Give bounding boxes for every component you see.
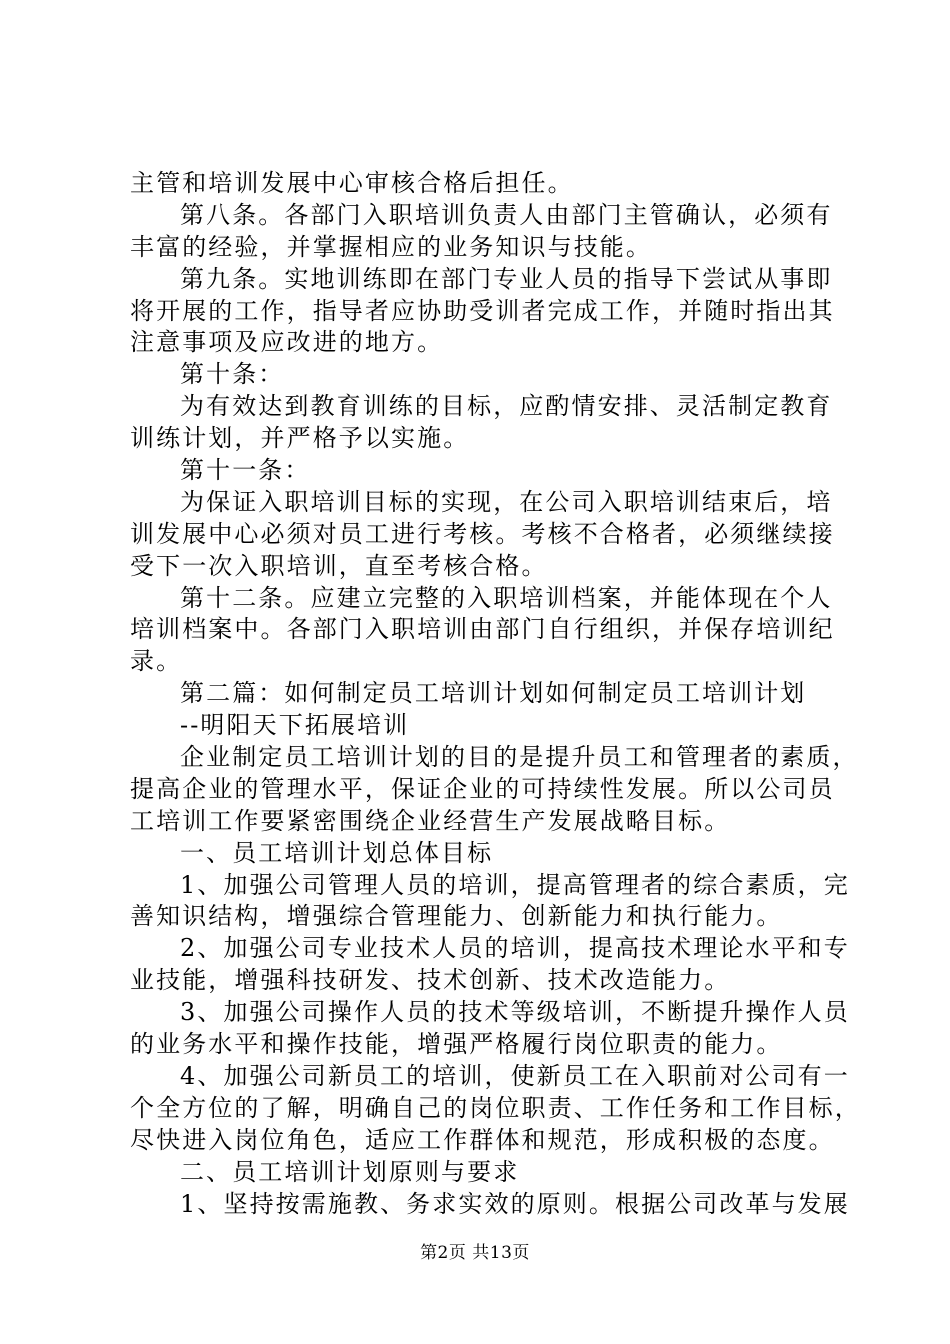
text-line: 2、加强公司专业技术人员的培训，提高技术理论水平和专	[180, 934, 850, 963]
text-line: 第十一条：	[180, 456, 311, 485]
text-line: 提高企业的管理水平，保证企业的可持续性发展。所以公司员	[130, 774, 835, 803]
text-line: 受下一次入职培训，直至考核合格。	[130, 551, 548, 580]
document-body	[130, 168, 861, 1220]
text-line: --明阳天下拓展培训	[180, 711, 410, 740]
text-line: 第二篇：如何制定员工培训计划如何制定员工培训计划	[180, 679, 807, 708]
text-line: 工培训工作要紧密围绕企业经营生产发展战略目标。	[130, 806, 731, 835]
text-line: 为有效达到教育训练的目标，应酌情安排、灵活制定教育	[180, 392, 833, 421]
text-line: 个全方位的了解，明确自己的岗位职责、工作任务和工作目标，	[130, 1093, 861, 1122]
text-line: 第十二条。应建立完整的入职培训档案，并能体现在个人	[180, 583, 833, 612]
text-line: 4、加强公司新员工的培训，使新员工在入职前对公司有一	[180, 1061, 850, 1090]
text-line: 1、坚持按需施教、务求实效的原则。根据公司改革与发展	[180, 1189, 850, 1218]
text-line: 训练计划，并严格予以实施。	[130, 424, 470, 453]
text-line: 为保证入职培训目标的实现，在公司入职培训结束后，培	[180, 487, 833, 516]
text-line: 企业制定员工培训计划的目的是提升员工和管理者的素质，	[180, 743, 859, 772]
text-line: 主管和培训发展中心审核合格后担任。	[130, 169, 574, 197]
text-line: 培训档案中。各部门入职培训由部门自行组织，并保存培训纪	[130, 615, 835, 644]
text-line: 录。	[130, 647, 183, 676]
text-line: 1、加强公司管理人员的培训，提高管理者的综合素质，完	[180, 870, 850, 899]
text-line: 将开展的工作，指导者应协助受训者完成工作，并随时指出其	[130, 296, 835, 325]
text-line: 一、员工培训计划总体目标	[180, 838, 494, 867]
text-line: 二、员工培训计划原则与要求	[180, 1157, 520, 1186]
text-line: 注意事项及应改进的地方。	[130, 328, 444, 357]
text-line: 尽快进入岗位角色，适应工作群体和规范，形成积极的态度。	[130, 1125, 835, 1154]
text-line: 丰富的经验，并掌握相应的业务知识与技能。	[130, 232, 652, 261]
text-line: 善知识结构，增强综合管理能力、创新能力和执行能力。	[130, 902, 783, 931]
text-line: 3、加强公司操作人员的技术等级培训，不断提升操作人员	[180, 998, 850, 1027]
text-line: 第十条：	[180, 360, 285, 389]
text-line: 业技能，增强科技研发、技术创新、技术改造能力。	[130, 966, 731, 995]
text-line: 第九条。实地训练即在部门专业人员的指导下尝试从事即	[180, 264, 833, 293]
page-footer: 第2页 共13页	[420, 1243, 530, 1263]
text-line: 第八条。各部门入职培训负责人由部门主管确认，必须有	[180, 200, 833, 229]
text-line: 的业务水平和操作技能，增强严格履行岗位职责的能力。	[130, 1030, 783, 1059]
text-line: 训发展中心必须对员工进行考核。考核不合格者，必须继续接	[130, 519, 835, 548]
